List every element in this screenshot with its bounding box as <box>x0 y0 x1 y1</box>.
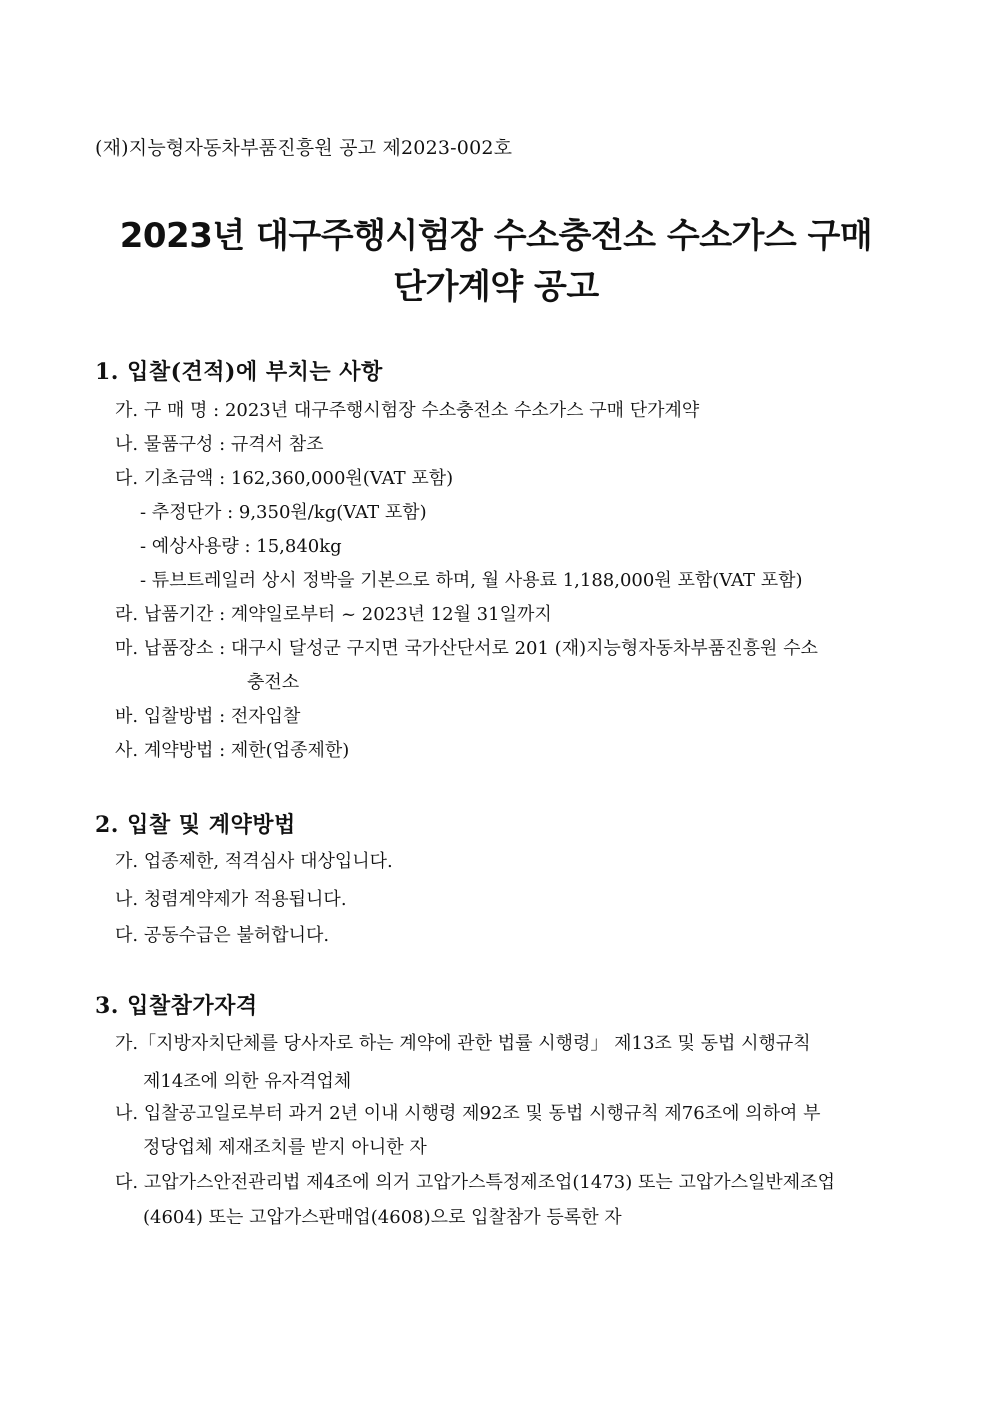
document-title-line1: 2023년 대구주행시험장 수소충전소 수소가스 구매 <box>119 216 873 256</box>
section2-heading: 2. 입찰 및 계약방법 <box>95 812 296 838</box>
section1-item-sa: 사. 계약방법 : 제한(업종제한) <box>115 740 350 761</box>
section3-item-na-text: 입찰공고일로부터 과거 2년 이내 시행령 제92조 및 동법 시행규칙 제76조에 의하여 부 <box>143 1103 821 1124</box>
document-title-line2: 단가계약 공고 <box>393 267 599 307</box>
section1-item-ra: 라. 납품기간 : 계약일로부터 ~ 2023년 12월 31일까지 <box>115 604 552 625</box>
section3-heading: 3. 입찰참가자격 <box>95 993 258 1019</box>
section1-item-ma: 마. 납품장소 : 대구시 달성군 구지면 국가산단서로 201 (재)지능형자동차부품진흥원 수소 <box>115 638 818 659</box>
section3-item-na-prefix: 나. <box>115 1103 139 1124</box>
section3-item-da <box>115 1166 905 1200</box>
section2-item-ga: 가. 업종제한, 적격심사 대상입니다. <box>115 851 393 872</box>
section1-subitem-usage: - 예상사용량 : 15,840kg <box>140 536 342 557</box>
section3-item-da-text: 고압가스안전관리법 제4조에 의거 고압가스특정제조업(1473) 또는 고압가스일반제조업 <box>143 1172 835 1193</box>
section1-subitem-unit-price: - 추정단가 : 9,350원/kg(VAT 포함) <box>140 502 427 523</box>
section1-item-ga: 가. 구 매 명 : 2023년 대구주행시험장 수소충전소 수소가스 구매 단가계약 <box>115 400 700 421</box>
section1-item-ba: 바. 입찰방법 : 전자입찰 <box>115 706 301 727</box>
section3-item-da-prefix: 다. <box>115 1172 139 1193</box>
section3-item-na <box>115 1097 905 1131</box>
section1-item-na: 나. 물품구성 : 규격서 참조 <box>115 434 324 455</box>
section3-item-ga-text: 「지방자치단체를 당사자로 하는 계약에 관한 법률 시행령」 제13조 및 동법 시행규칙 <box>138 1033 811 1054</box>
section2-item-na: 나. 청렴계약제가 적용됩니다. <box>115 889 347 910</box>
notice-number: (재)지능형자동차부품진흥원 공고 제2023-002호 <box>95 137 513 159</box>
section3-item-ga-continued: 제14조에 의한 유자격업체 <box>143 1071 352 1092</box>
section3-item-na-continued: 정당업체 제재조치를 받지 아니한 자 <box>143 1137 427 1158</box>
section1-item-da: 다. 기초금액 : 162,360,000원(VAT 포함) <box>115 468 454 489</box>
section2-item-da: 다. 공동수급은 불허합니다. <box>115 925 330 946</box>
section1-item-ma-continued: 충전소 <box>247 672 300 693</box>
section1-subitem-tube-trailer: - 튜브트레일러 상시 정박을 기본으로 하며, 월 사용료 1,188,000원 포함(VAT 포함) <box>140 570 803 591</box>
section3-item-ga-prefix: 가. <box>115 1033 139 1054</box>
section3-item-da-continued: (4604) 또는 고압가스판매업(4608)으로 입찰참가 등록한 자 <box>143 1207 622 1228</box>
section1-heading: 1. 입찰(견적)에 부치는 사항 <box>95 359 383 385</box>
section3-item-ga <box>115 1027 905 1061</box>
